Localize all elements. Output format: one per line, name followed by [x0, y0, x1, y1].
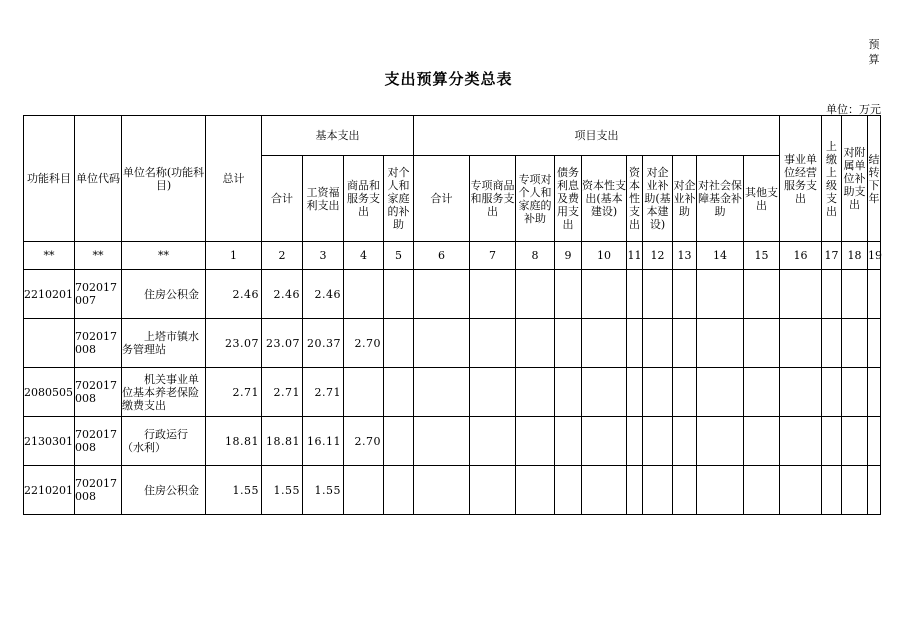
empty-cell	[673, 417, 697, 466]
empty-cell	[842, 417, 868, 466]
empty-cell	[780, 270, 822, 319]
basic-total-cell: 1.55	[262, 466, 303, 515]
header-unit-name: 单位名称(功能科目)	[122, 116, 206, 242]
empty-cell	[744, 466, 780, 515]
empty-cell	[673, 319, 697, 368]
empty-cell	[582, 270, 627, 319]
empty-cell	[470, 270, 516, 319]
col-number: 11	[627, 242, 643, 270]
empty-cell	[414, 270, 470, 319]
col-number: 5	[384, 242, 414, 270]
name-cell: 行政运行（水利）	[122, 417, 206, 466]
empty-cell	[822, 417, 842, 466]
col-number: 18	[842, 242, 868, 270]
empty-cell	[868, 270, 881, 319]
empty-cell	[627, 417, 643, 466]
wages-cell: 1.55	[303, 466, 344, 515]
table-row	[24, 417, 881, 466]
empty-cell	[414, 466, 470, 515]
basic-total-cell: 2.71	[262, 368, 303, 417]
col-number: 14	[697, 242, 744, 270]
col-number: **	[24, 242, 75, 270]
header-business: 事业单位经营服务支出	[780, 116, 822, 242]
empty-cell	[414, 368, 470, 417]
col-number: 16	[780, 242, 822, 270]
table-row	[24, 270, 881, 319]
wages-cell: 20.37	[303, 319, 344, 368]
empty-cell	[516, 270, 555, 319]
col-number: 6	[414, 242, 470, 270]
empty-cell	[582, 368, 627, 417]
empty-cell	[744, 417, 780, 466]
func-cell: 2210201	[24, 466, 75, 515]
empty-cell	[868, 466, 881, 515]
header-wages: 工资福利支出	[303, 156, 344, 242]
name-cell: 住房公积金	[122, 466, 206, 515]
col-number: 15	[744, 242, 780, 270]
col-number: 12	[643, 242, 673, 270]
header-special-goods: 专项商品和服务支出	[470, 156, 516, 242]
empty-cell	[697, 466, 744, 515]
code-cell: 702017008	[75, 417, 122, 466]
col-number: 7	[470, 242, 516, 270]
empty-cell	[822, 319, 842, 368]
total-cell: 1.55	[206, 466, 262, 515]
header-basic: 基本支出	[262, 116, 414, 156]
empty-cell	[697, 417, 744, 466]
header-enterprise: 对企业补助	[673, 156, 697, 242]
empty-cell	[842, 270, 868, 319]
header-carry-forward: 结转下年	[868, 116, 881, 242]
table-row	[24, 368, 881, 417]
empty-cell	[780, 466, 822, 515]
empty-cell	[384, 466, 414, 515]
empty-cell	[470, 319, 516, 368]
corner-label: 预算	[868, 38, 880, 66]
empty-cell	[842, 368, 868, 417]
empty-cell	[744, 270, 780, 319]
empty-cell	[822, 368, 842, 417]
empty-cell	[780, 319, 822, 368]
empty-cell	[643, 319, 673, 368]
header-project: 项目支出	[414, 116, 780, 156]
header-unit-code: 单位代码	[75, 116, 122, 242]
header-goods-services: 商品和服务支出	[344, 156, 384, 242]
header-capital-basic: 资本性支出(基本建设)	[582, 156, 627, 242]
col-number: 13	[673, 242, 697, 270]
empty-cell	[868, 417, 881, 466]
empty-cell	[555, 368, 582, 417]
table-row	[24, 319, 881, 368]
empty-cell	[643, 368, 673, 417]
empty-cell	[582, 417, 627, 466]
header-debt-interest: 债务利息及费用支出	[555, 156, 582, 242]
empty-cell	[673, 270, 697, 319]
empty-cell	[516, 466, 555, 515]
empty-cell	[470, 466, 516, 515]
basic-total-cell: 2.46	[262, 270, 303, 319]
wages-cell: 16.11	[303, 417, 344, 466]
empty-cell	[414, 417, 470, 466]
code-cell: 702017008	[75, 319, 122, 368]
func-cell: 2210201	[24, 270, 75, 319]
empty-cell	[697, 319, 744, 368]
empty-cell	[868, 368, 881, 417]
empty-cell	[582, 466, 627, 515]
empty-cell	[744, 319, 780, 368]
empty-cell	[627, 466, 643, 515]
empty-cell	[697, 368, 744, 417]
empty-cell	[842, 466, 868, 515]
header-enterprise-basic: 对企业补助(基本建设)	[643, 156, 673, 242]
empty-cell	[516, 368, 555, 417]
empty-cell	[673, 466, 697, 515]
col-number: 2	[262, 242, 303, 270]
header-social-security: 对社会保障基金补助	[697, 156, 744, 242]
empty-cell	[470, 368, 516, 417]
col-number: 9	[555, 242, 582, 270]
basic-total-cell: 23.07	[262, 319, 303, 368]
total-cell: 2.46	[206, 270, 262, 319]
header-other: 其他支出	[744, 156, 780, 242]
header-individual-subsidy: 对个人和家庭的补助	[384, 156, 414, 242]
empty-cell	[643, 417, 673, 466]
header-capital: 资本性支出	[627, 156, 643, 242]
col-number: 8	[516, 242, 555, 270]
empty-cell	[555, 319, 582, 368]
header-project-total: 合计	[414, 156, 470, 242]
empty-cell	[555, 466, 582, 515]
empty-cell	[627, 319, 643, 368]
func-cell: 2080505	[24, 368, 75, 417]
col-number: 3	[303, 242, 344, 270]
empty-cell	[780, 368, 822, 417]
goods-cell: 2.70	[344, 319, 384, 368]
page-title: 支出预算分类总表	[384, 70, 513, 88]
empty-cell	[470, 417, 516, 466]
col-number: 10	[582, 242, 627, 270]
total-cell: 2.71	[206, 368, 262, 417]
empty-cell	[582, 319, 627, 368]
empty-cell	[643, 270, 673, 319]
empty-cell	[516, 319, 555, 368]
wages-cell: 2.46	[303, 270, 344, 319]
empty-cell	[744, 368, 780, 417]
empty-cell	[697, 270, 744, 319]
header-basic-total: 合计	[262, 156, 303, 242]
empty-cell	[414, 319, 470, 368]
header-affiliated: 对附属单位补助支出	[842, 116, 868, 242]
code-cell: 702017007	[75, 270, 122, 319]
col-number: 1	[206, 242, 262, 270]
empty-cell	[384, 368, 414, 417]
goods-cell	[344, 368, 384, 417]
budget-table	[23, 115, 881, 515]
empty-cell	[516, 417, 555, 466]
name-cell: 机关事业单位基本养老保险缴费支出	[122, 368, 206, 417]
empty-cell	[555, 417, 582, 466]
goods-cell: 2.70	[344, 417, 384, 466]
total-cell: 18.81	[206, 417, 262, 466]
col-number: 17	[822, 242, 842, 270]
wages-cell: 2.71	[303, 368, 344, 417]
empty-cell	[822, 466, 842, 515]
empty-cell	[384, 270, 414, 319]
name-cell: 住房公积金	[122, 270, 206, 319]
header-upper: 上缴上级支出	[822, 116, 842, 242]
code-cell: 702017008	[75, 368, 122, 417]
basic-total-cell: 18.81	[262, 417, 303, 466]
empty-cell	[384, 319, 414, 368]
unit-label: 单位：万元	[826, 103, 881, 116]
header-func-subject: 功能科目	[24, 116, 75, 242]
goods-cell	[344, 466, 384, 515]
empty-cell	[673, 368, 697, 417]
header-special-individual: 专项对个人和家庭的补助	[516, 156, 555, 242]
empty-cell	[627, 368, 643, 417]
empty-cell	[643, 466, 673, 515]
func-cell	[24, 319, 75, 368]
col-number: 4	[344, 242, 384, 270]
total-cell: 23.07	[206, 319, 262, 368]
col-number: **	[122, 242, 206, 270]
empty-cell	[780, 417, 822, 466]
code-cell: 702017008	[75, 466, 122, 515]
empty-cell	[842, 319, 868, 368]
header-total: 总计	[206, 116, 262, 242]
empty-cell	[627, 270, 643, 319]
func-cell: 2130301	[24, 417, 75, 466]
col-number: **	[75, 242, 122, 270]
col-number: 19	[868, 242, 881, 270]
empty-cell	[384, 417, 414, 466]
name-cell: 上塔市镇水务管理站	[122, 319, 206, 368]
empty-cell	[555, 270, 582, 319]
empty-cell	[868, 319, 881, 368]
goods-cell	[344, 270, 384, 319]
table-row	[24, 466, 881, 515]
empty-cell	[822, 270, 842, 319]
